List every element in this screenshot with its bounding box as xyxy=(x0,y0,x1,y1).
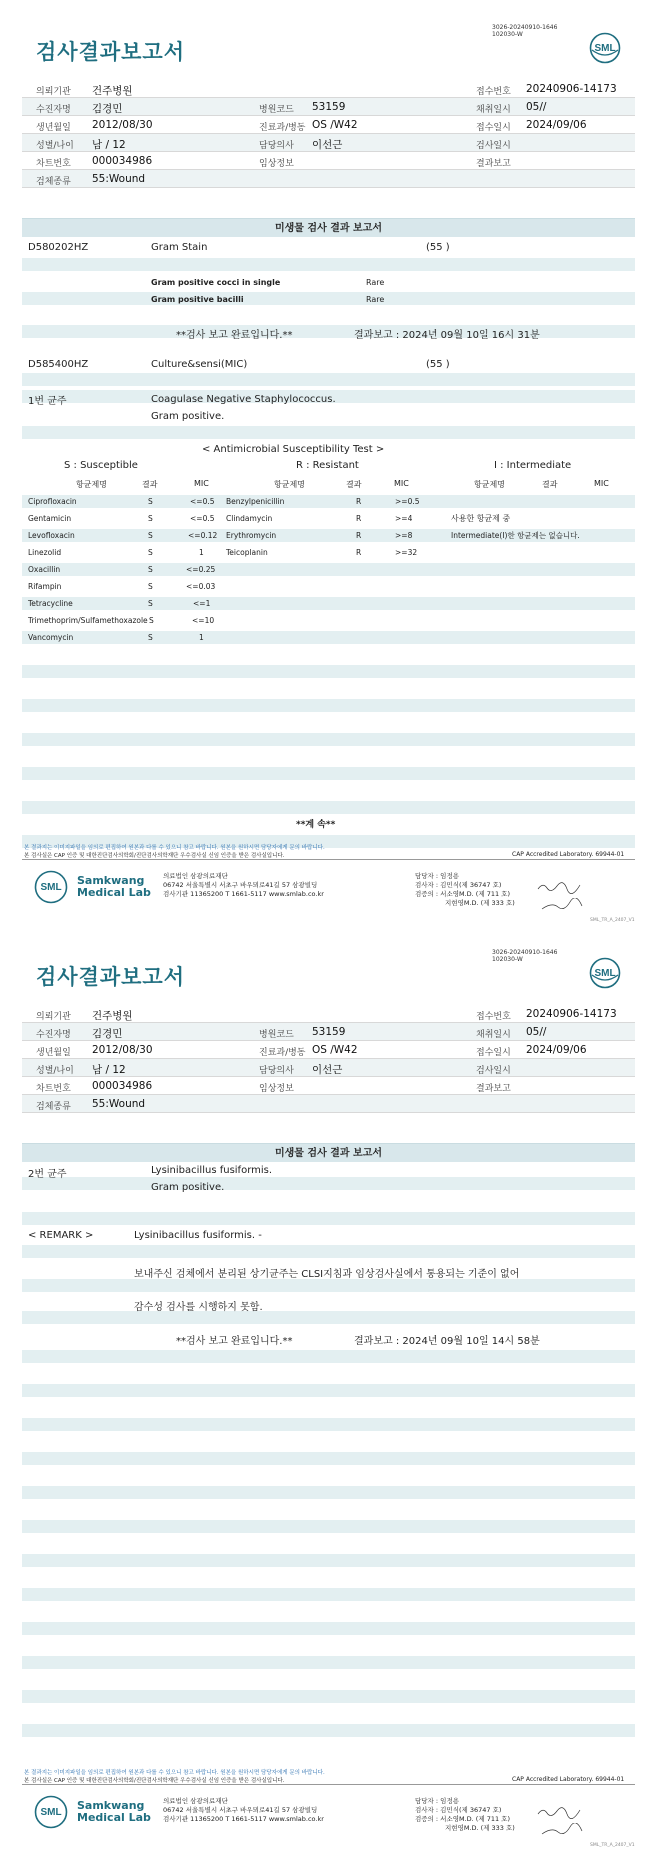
header-row-2: 수진자명 김경민 병원코드 53159 채취일시 05// xyxy=(22,98,635,116)
signature-icon xyxy=(540,1823,584,1837)
organism-name: Coagulase Negative Staphylococcus. xyxy=(151,394,336,405)
gram-result-label: Gram positive cocci in single xyxy=(151,278,281,287)
header-row-6: 검체종류 55:Wound xyxy=(22,170,635,188)
ast-mic: <=10 xyxy=(192,616,215,625)
header-row-3: 생년월일 2012/08/30 진료과/병동 OS /W42 접수일시 2024/09/06 xyxy=(22,1041,635,1059)
ast-result: S xyxy=(149,616,154,625)
ast-drug: Ciprofloxacin xyxy=(28,497,77,506)
ast-drug: Tetracycline xyxy=(28,599,73,608)
ast-drug: Benzylpenicillin xyxy=(226,497,285,506)
document-number: 3026-20240910-1646 102030-W xyxy=(492,949,558,963)
ast-drug: Vancomycin xyxy=(28,633,74,642)
ast-col-drug: 항균제명 xyxy=(474,480,505,489)
cap-accreditation: CAP Accredited Laboratory. 69944-01 xyxy=(512,1776,625,1783)
header-row-5: 차트번호 000034986 임상정보 결과보고 xyxy=(22,1077,635,1095)
sml-footer-logo-icon xyxy=(34,1795,68,1829)
svg-text:SML: SML xyxy=(40,882,62,893)
footer-disclaimer: 본 결과지는 이미지파일을 임의로 편집하여 원본과 다를 수 있으니 참고 바랍니다. 원본을 원하시면 담당자에게 문의 바랍니다. xyxy=(24,845,325,851)
svg-text:SML: SML xyxy=(594,968,616,979)
report-page-2 xyxy=(0,925,655,1850)
ast-mic: <=0.12 xyxy=(188,531,218,540)
continued-mark: **계 속** xyxy=(296,820,336,830)
section-title: 미생물 검사 결과 보고서 xyxy=(22,1143,635,1162)
ast-drug: Teicoplanin xyxy=(226,548,268,557)
organism-label: 1번 균주 xyxy=(28,396,67,407)
lab-staff: 담당자 : 임정용 검사자 : 김민식(제 36747 호) 검증의 : 서소영M.D. (제 711 호) 지현영M.D. (제 333 호) xyxy=(415,1797,515,1832)
sml-footer-logo-icon xyxy=(34,870,68,904)
lab-staff: 담당자 : 임정용 검사자 : 김민식(제 36747 호) 검증의 : 서소영M.D. (제 711 호) 지현영M.D. (제 333 호) xyxy=(415,872,515,907)
ast-result: S xyxy=(148,565,153,574)
lab-address: 의료법인 삼광의료재단 06742 서울특별시 서초구 바우뫼로41길 57 삼광빌딩 검사기관 11365200 T 1661-5117 www.smlab.co.kr xyxy=(163,872,324,898)
header-row-4: 성별/나이 남 / 12 담당의사 이선근 검사일시 xyxy=(22,1059,635,1077)
remark-text: 감수성 검사를 시행하지 못함. xyxy=(134,1302,263,1313)
ast-drug: Levofloxacin xyxy=(28,531,75,540)
ast-result: R xyxy=(356,548,362,557)
ast-result: S xyxy=(148,599,153,608)
ast-drug: Gentamicin xyxy=(28,514,72,523)
ast-col-drug: 항균제명 xyxy=(274,480,305,489)
ast-key-susceptible: S : Susceptible xyxy=(64,460,138,471)
ast-result: R xyxy=(356,531,362,540)
organism-name: Lysinibacillus fusiformis. xyxy=(151,1165,273,1176)
ast-mic: 1 xyxy=(199,633,204,642)
sml-logo-icon xyxy=(589,32,621,64)
signature-icon xyxy=(537,880,581,894)
report-time: 결과보고 : 2024년 09월 10일 14시 58분 xyxy=(354,1336,540,1347)
gram-result-value: Rare xyxy=(366,295,385,304)
ast-result: R xyxy=(356,514,362,523)
gram-stain-name: Gram Stain xyxy=(151,242,208,253)
ast-drug: Clindamycin xyxy=(226,514,273,523)
remark-text: Lysinibacillus fusiformis. - xyxy=(134,1230,262,1241)
ast-mic: <=0.5 xyxy=(190,497,215,506)
ast-col-mic: MIC xyxy=(394,479,409,488)
footer-certification: 본 검사실은 CAP 인증 및 대한진단검사의학회/진단검사의학재단 우수검사실 신임 인증을 받은 검사실입니다. xyxy=(24,1778,285,1784)
brand-name: Samkwang Medical Lab xyxy=(77,1799,151,1824)
remark-text: 보내주신 검체에서 분리된 상기균주는 CLSI지침과 임상검사실에서 통용되는 기준이 없어 xyxy=(134,1269,520,1280)
section-title: 미생물 검사 결과 보고서 xyxy=(22,218,635,237)
ast-mic: <=1 xyxy=(193,599,211,608)
ast-key-resistant: R : Resistant xyxy=(296,460,359,471)
gram-stain-specimen: (55 ) xyxy=(426,242,450,253)
header-row-1: 의뢰기관 건주병원 접수번호 20240906-14173 xyxy=(22,80,635,98)
header-row-2: 수진자명 김경민 병원코드 53159 채취일시 05// xyxy=(22,1023,635,1041)
ast-col-drug: 항균제명 xyxy=(76,480,107,489)
brand-name: Samkwang Medical Lab xyxy=(77,874,151,899)
ast-mic: >=4 xyxy=(395,514,413,523)
report-time: 결과보고 : 2024년 09월 10일 16시 31분 xyxy=(354,330,540,341)
form-reference: SML_TR_A_2407_V1 xyxy=(590,918,635,923)
ast-title: < Antimicrobial Susceptibility Test > xyxy=(202,444,385,455)
ast-mic: >=32 xyxy=(395,548,418,557)
culture-specimen: (55 ) xyxy=(426,359,450,370)
gram-result-value: Rare xyxy=(366,278,385,287)
ast-mic: >=8 xyxy=(395,531,413,540)
header-row-3: 생년월일 2012/08/30 진료과/병동 OS /W42 접수일시 2024/09/06 xyxy=(22,116,635,134)
report-title: 검사결과보고서 xyxy=(36,40,186,64)
signature-icon xyxy=(537,1805,581,1819)
document-number: 3026-20240910-1646 102030-W xyxy=(492,24,558,38)
ast-col-result: 결과 xyxy=(542,480,558,489)
ast-result: S xyxy=(148,582,153,591)
ast-note: Intermediate(I)한 항균제는 없습니다. xyxy=(451,531,580,540)
ast-result: S xyxy=(148,531,153,540)
form-reference: SML_TR_A_2407_V1 xyxy=(590,1843,635,1848)
cap-accreditation: CAP Accredited Laboratory. 69944-01 xyxy=(512,851,625,858)
signature-icon xyxy=(540,898,584,912)
svg-text:SML: SML xyxy=(594,43,616,54)
ast-drug: Erythromycin xyxy=(226,531,277,540)
organism-label: 2번 균주 xyxy=(28,1169,67,1180)
svg-text:SML: SML xyxy=(40,1807,62,1818)
footer-certification: 본 검사실은 CAP 인증 및 대한진단검사의학회/진단검사의학재단 우수검사실 신임 인증을 받은 검사실입니다. xyxy=(24,853,285,859)
organism-gram: Gram positive. xyxy=(151,411,225,422)
ast-col-result: 결과 xyxy=(142,480,158,489)
ast-key-intermediate: I : Intermediate xyxy=(494,460,572,471)
ast-mic: <=0.03 xyxy=(186,582,216,591)
ast-col-mic: MIC xyxy=(594,479,609,488)
ast-result: R xyxy=(356,497,362,506)
ast-result: S xyxy=(148,514,153,523)
ast-col-result: 결과 xyxy=(346,480,362,489)
header-row-1: 의뢰기관 건주병원 접수번호 20240906-14173 xyxy=(22,1005,635,1023)
footer-disclaimer: 본 결과지는 이미지파일을 임의로 편집하여 원본과 다를 수 있으니 참고 바랍니다. 원본을 원하시면 담당자에게 문의 바랍니다. xyxy=(24,1770,325,1776)
ast-result: S xyxy=(148,497,153,506)
ast-result: S xyxy=(148,548,153,557)
header-row-5: 차트번호 000034986 임상정보 결과보고 xyxy=(22,152,635,170)
report-title: 검사결과보고서 xyxy=(36,965,186,989)
gram-stain-code: D580202HZ xyxy=(28,242,89,253)
sml-logo-icon xyxy=(589,957,621,989)
ast-drug: Linezolid xyxy=(28,548,62,557)
ast-result: S xyxy=(148,633,153,642)
remark-label: < REMARK > xyxy=(28,1230,94,1241)
header-row-4: 성별/나이 남 / 12 담당의사 이선근 검사일시 xyxy=(22,134,635,152)
report-complete-text: **검사 보고 완료입니다.** xyxy=(176,1336,293,1347)
ast-mic: 1 xyxy=(199,548,204,557)
ast-drug: Trimethoprim/Sulfamethoxazole xyxy=(28,616,148,625)
ast-drug: Oxacillin xyxy=(28,565,61,574)
ast-mic: >=0.5 xyxy=(395,497,420,506)
ast-mic: <=0.25 xyxy=(186,565,216,574)
ast-col-mic: MIC xyxy=(194,479,209,488)
ast-drug: Rifampin xyxy=(28,582,62,591)
organism-gram: Gram positive. xyxy=(151,1182,225,1193)
header-row-6: 검체종류 55:Wound xyxy=(22,1095,635,1113)
gram-result-label: Gram positive bacilli xyxy=(151,295,244,304)
ast-mic: <=0.5 xyxy=(190,514,215,523)
culture-code: D585400HZ xyxy=(28,359,89,370)
report-complete-text: **검사 보고 완료입니다.** xyxy=(176,330,293,341)
lab-address: 의료법인 삼광의료재단 06742 서울특별시 서초구 바우뫼로41길 57 삼광빌딩 검사기관 11365200 T 1661-5117 www.smlab.co.kr xyxy=(163,1797,324,1823)
culture-name: Culture&sensi(MIC) xyxy=(151,359,248,370)
ast-note: 사용한 항균제 중 xyxy=(451,514,511,523)
